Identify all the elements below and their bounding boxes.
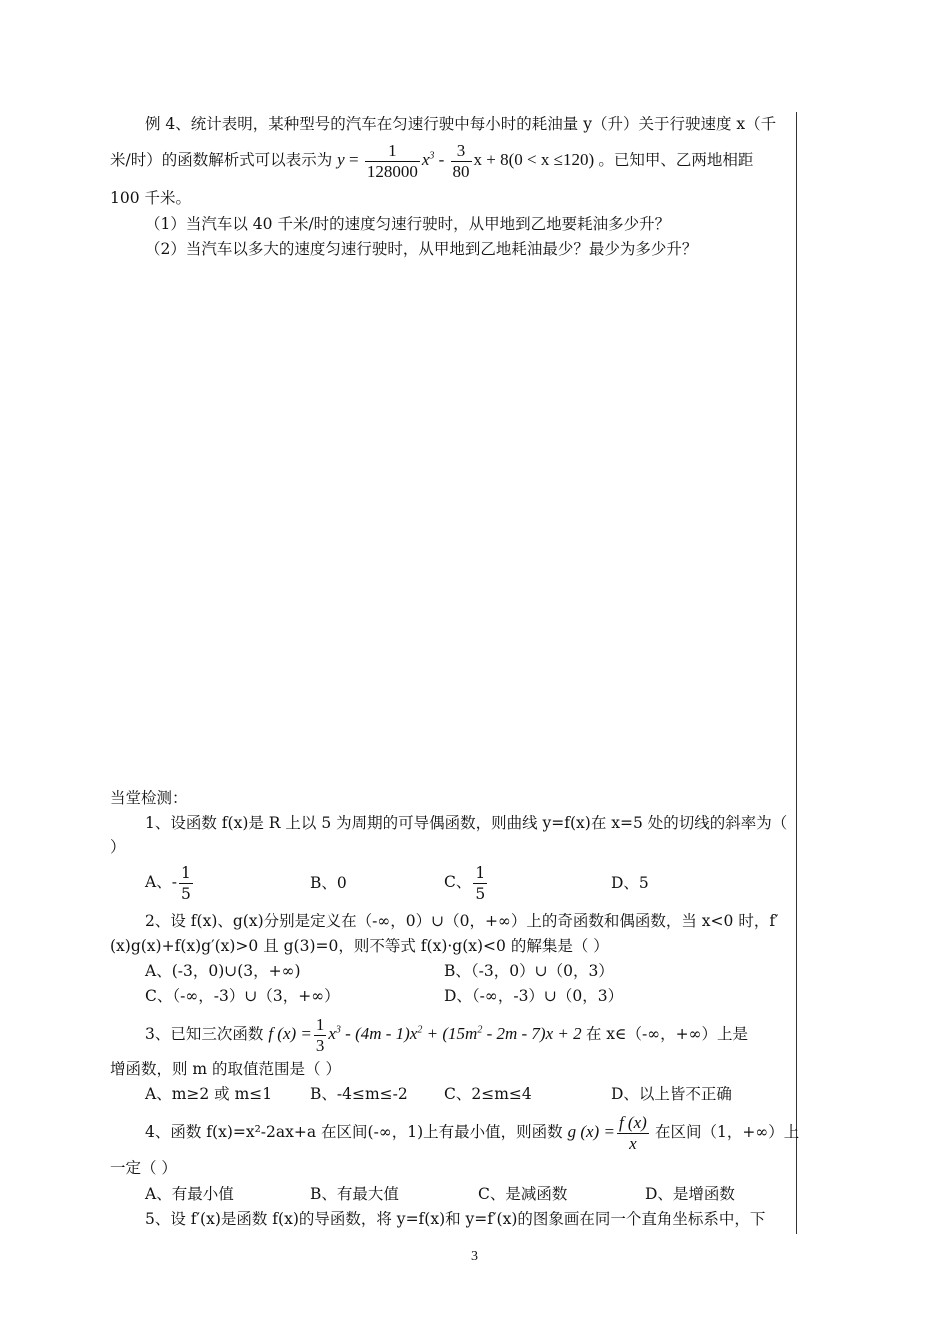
problem4-formula: g (x) = $\frac{f (x)}{x}$ bbox=[567, 1112, 647, 1153]
problem3-line2: 增函数，则 m 的取值范围是（ ） bbox=[110, 1060, 341, 1078]
problem4-option-d: D、是增函数 bbox=[645, 1185, 735, 1203]
problem2-option-c: C、（-∞，-3）∪（3，+∞） bbox=[145, 987, 340, 1005]
problem4-option-b: B、有最大值 bbox=[310, 1185, 399, 1203]
problem2-line1: 2、设 f(x)、g(x)分别是定义在（-∞，0）∪（0，+∞）上的奇函数和偶函数，当 x<0 时，f′ bbox=[145, 912, 779, 930]
problem3-option-b: B、-4≤m≤-2 bbox=[310, 1085, 408, 1103]
problem2-option-a: A、(-3，0)∪(3，+∞) bbox=[145, 962, 301, 980]
problem2-option-d: D、（-∞，-3）∪（0，3） bbox=[444, 987, 624, 1005]
example4-q1: （1）当汽车以 40 千米/时的速度匀速行驶时，从甲地到乙地要耗油多少升？ bbox=[145, 215, 671, 233]
problem3-option-d: D、以上皆不正确 bbox=[611, 1085, 732, 1103]
right-margin-rule bbox=[796, 112, 797, 1234]
problem4-option-a: A、有最小值 bbox=[145, 1185, 234, 1203]
problem1-option-d: D、5 bbox=[611, 874, 649, 892]
example4-line2 bbox=[110, 138, 753, 182]
problem5-line1: 5、设 f′(x)是函数 f(x)的导函数，将 y=f(x)和 y=f′(x)的图象画在同一个直角坐标系中，下 bbox=[145, 1210, 766, 1228]
problem3-line1: 3、已知三次函数 f (x) = $\frac{1}{3}$ $x^3 - (4m - 1)x^2 + (15m^2 - 2m - 7)x + 2$ 在 x∈（-∞，+∞）上是 bbox=[145, 1014, 749, 1055]
example4-line3: 100 千米。 bbox=[110, 189, 192, 207]
problem3-option-a: A、m≥2 或 m≤1 bbox=[145, 1085, 273, 1103]
example4-q2: （2）当汽车以多大的速度匀速行驶时，从甲地到乙地耗油最少？最少为多少升？ bbox=[145, 240, 698, 258]
problem1-option-a: A、- $\frac{1}{5}$ bbox=[145, 863, 191, 903]
problem3-formula: f (x) = $\frac{1}{3}$ $x^3 - (4m - 1)x^2 + (15m^2 - 2m - 7)x + 2$ bbox=[268, 1014, 582, 1055]
problem1-option-b: B、0 bbox=[310, 874, 347, 892]
check-heading: 当堂检测： bbox=[110, 789, 188, 807]
example4-line2-prefix: 米/时）的函数解析式可以表示为 bbox=[110, 151, 333, 169]
problem2-option-b: B、（-3，0）∪（0，3） bbox=[444, 962, 614, 980]
problem4-line2: 一定（ ） bbox=[110, 1159, 177, 1177]
problem3-option-c: C、2≤m≤4 bbox=[444, 1085, 532, 1103]
problem2-line2: (x)g(x)+f(x)g′(x)>0 且 g(3)=0，则不等式 f(x)·g(x)<0 的解集是（ ） bbox=[110, 937, 609, 955]
problem4-option-c: C、是减函数 bbox=[478, 1185, 568, 1203]
example4-line2-suffix: 。已知甲、乙两地相距 bbox=[598, 151, 754, 169]
example4-formula: y = $\frac{1}{128000}$ $x^3$ - $\frac{3}{80}$ x + 8(0 < x ≤120) bbox=[337, 140, 595, 181]
problem1-line2: ） bbox=[110, 838, 126, 856]
problem1-line1: 1、设函数 f(x)是 R 上以 5 为周期的可导偶函数，则曲线 y=f(x)在 x=5 处的切线的斜率为（ bbox=[145, 814, 788, 832]
problem1-option-c: C、 $\frac{1}{5}$ bbox=[444, 863, 486, 903]
page-number: 3 bbox=[471, 1249, 478, 1264]
problem4-line1: 4、函数 f(x)=x²-2ax+a 在区间(-∞，1)上有最小值，则函数 g (x) = $\frac{f (x)}{x}$ 在区间（1，+∞）上 bbox=[145, 1112, 800, 1153]
example4-line1: 例 4、统计表明，某种型号的汽车在匀速行驶中每小时的耗油量 y（升）关于行驶速度 x（千 bbox=[145, 115, 777, 133]
